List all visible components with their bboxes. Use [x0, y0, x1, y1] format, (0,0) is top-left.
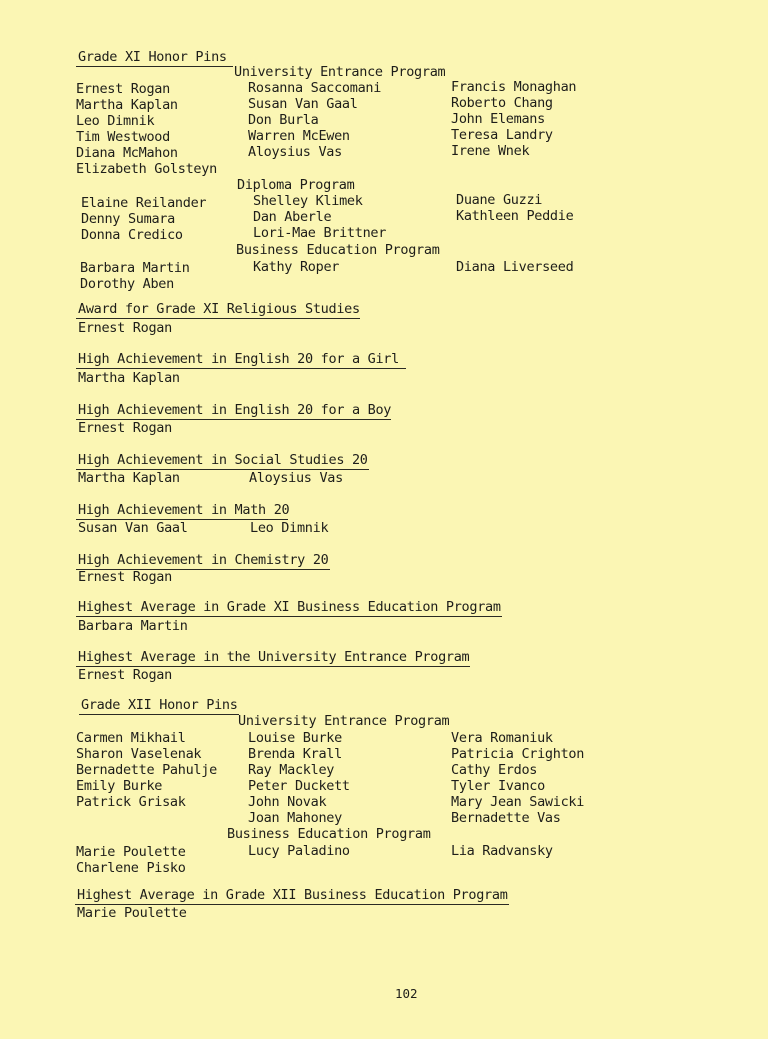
name-entry: Emily Burke — [76, 778, 163, 794]
page-number: 102 — [395, 986, 418, 1001]
g12-uep-label: University Entrance Program — [238, 713, 450, 729]
name-entry: Brenda Krall — [248, 746, 342, 762]
name-entry: Dorothy Aben — [80, 276, 174, 292]
name-entry: Tim Westwood — [76, 129, 170, 145]
name-entry: Francis Monaghan — [451, 79, 577, 95]
award-title: Highest Average in Grade XI Business Education Program — [78, 599, 501, 615]
award-recipient: Martha Kaplan — [78, 470, 180, 486]
name-entry: Diana McMahon — [76, 145, 178, 161]
name-entry: Martha Kaplan — [76, 97, 178, 113]
name-entry: Charlene Pisko — [76, 860, 186, 876]
name-entry: Carmen Mikhail — [76, 730, 186, 746]
name-entry: Rosanna Saccomani — [248, 80, 382, 96]
name-entry: Patricia Crighton — [451, 746, 585, 762]
name-entry: John Novak — [248, 794, 327, 810]
name-entry: Ray Mackley — [248, 762, 335, 778]
award-recipient: Susan Van Gaal — [78, 520, 188, 536]
name-entry: Duane Guzzi — [456, 192, 543, 208]
g11-diploma-label: Diploma Program — [237, 177, 355, 193]
name-entry: Kathy Roper — [253, 259, 340, 275]
name-entry: Ernest Rogan — [76, 81, 170, 97]
name-entry: Elizabeth Golsteyn — [76, 161, 217, 177]
name-entry: Diana Liverseed — [456, 259, 574, 275]
name-entry: Don Burla — [248, 112, 319, 128]
award-title: High Achievement in English 20 for a Girl — [78, 351, 399, 367]
grade-xi-honor-pins-heading: Grade XI Honor Pins — [78, 49, 227, 65]
g12-business-label: Business Education Program — [227, 826, 431, 842]
name-entry: Lori-Mae Brittner — [253, 225, 387, 241]
award-recipient: Ernest Rogan — [78, 320, 172, 336]
award-recipient: Ernest Rogan — [78, 667, 172, 683]
award-title: High Achievement in Chemistry 20 — [78, 552, 329, 568]
heading-underline — [79, 714, 239, 715]
name-entry: Cathy Erdos — [451, 762, 538, 778]
name-entry: Marie Poulette — [76, 844, 186, 860]
g11-uep-label: University Entrance Program — [234, 64, 446, 80]
grade-xii-honor-pins-heading: Grade XII Honor Pins — [81, 697, 238, 713]
name-entry: Warren McEwen — [248, 128, 350, 144]
name-entry: John Elemans — [451, 111, 545, 127]
name-entry: Joan Mahoney — [248, 810, 342, 826]
award-recipient: Martha Kaplan — [78, 370, 180, 386]
heading-underline — [76, 318, 360, 319]
name-entry: Bernadette Pahulje — [76, 762, 217, 778]
award-title: Highest Average in Grade XII Business Education Program — [77, 887, 508, 903]
name-entry: Aloysius Vas — [248, 144, 342, 160]
name-entry: Roberto Chang — [451, 95, 553, 111]
name-entry: Shelley Klimek — [253, 193, 363, 209]
name-entry: Elaine Reilander — [81, 195, 207, 211]
award-title: High Achievement in Math 20 — [78, 502, 290, 518]
award-recipient: Barbara Martin — [78, 618, 188, 634]
award-recipient: Ernest Rogan — [78, 420, 172, 436]
heading-underline — [76, 368, 406, 369]
award-title: High Achievement in Social Studies 20 — [78, 452, 368, 468]
heading-underline — [76, 616, 502, 617]
award-title: High Achievement in English 20 for a Boy — [78, 402, 392, 418]
name-entry: Louise Burke — [248, 730, 342, 746]
name-entry: Lucy Paladino — [248, 843, 350, 859]
name-entry: Lia Radvansky — [451, 843, 553, 859]
name-entry: Donna Credico — [81, 227, 183, 243]
award-title: Highest Average in the University Entrance Program — [78, 649, 470, 665]
name-entry: Kathleen Peddie — [456, 208, 574, 224]
name-entry: Sharon Vaselenak — [76, 746, 202, 762]
award-recipient: Leo Dimnik — [250, 520, 329, 536]
award-recipient: Aloysius Vas — [249, 470, 343, 486]
name-entry: Peter Duckett — [248, 778, 350, 794]
name-entry: Denny Sumara — [81, 211, 175, 227]
name-entry: Leo Dimnik — [76, 113, 155, 129]
award-title: Award for Grade XI Religious Studies — [78, 301, 360, 317]
heading-underline — [76, 66, 233, 67]
name-entry: Mary Jean Sawicki — [451, 794, 585, 810]
name-entry: Vera Romaniuk — [451, 730, 553, 746]
name-entry: Teresa Landry — [451, 127, 553, 143]
name-entry: Patrick Grisak — [76, 794, 186, 810]
award-recipient: Marie Poulette — [77, 905, 187, 921]
name-entry: Tyler Ivanco — [451, 778, 545, 794]
g11-business-label: Business Education Program — [236, 242, 440, 258]
name-entry: Irene Wnek — [451, 143, 530, 159]
name-entry: Bernadette Vas — [451, 810, 561, 826]
name-entry: Dan Aberle — [253, 209, 332, 225]
award-recipient: Ernest Rogan — [78, 569, 172, 585]
name-entry: Susan Van Gaal — [248, 96, 358, 112]
name-entry: Barbara Martin — [80, 260, 190, 276]
